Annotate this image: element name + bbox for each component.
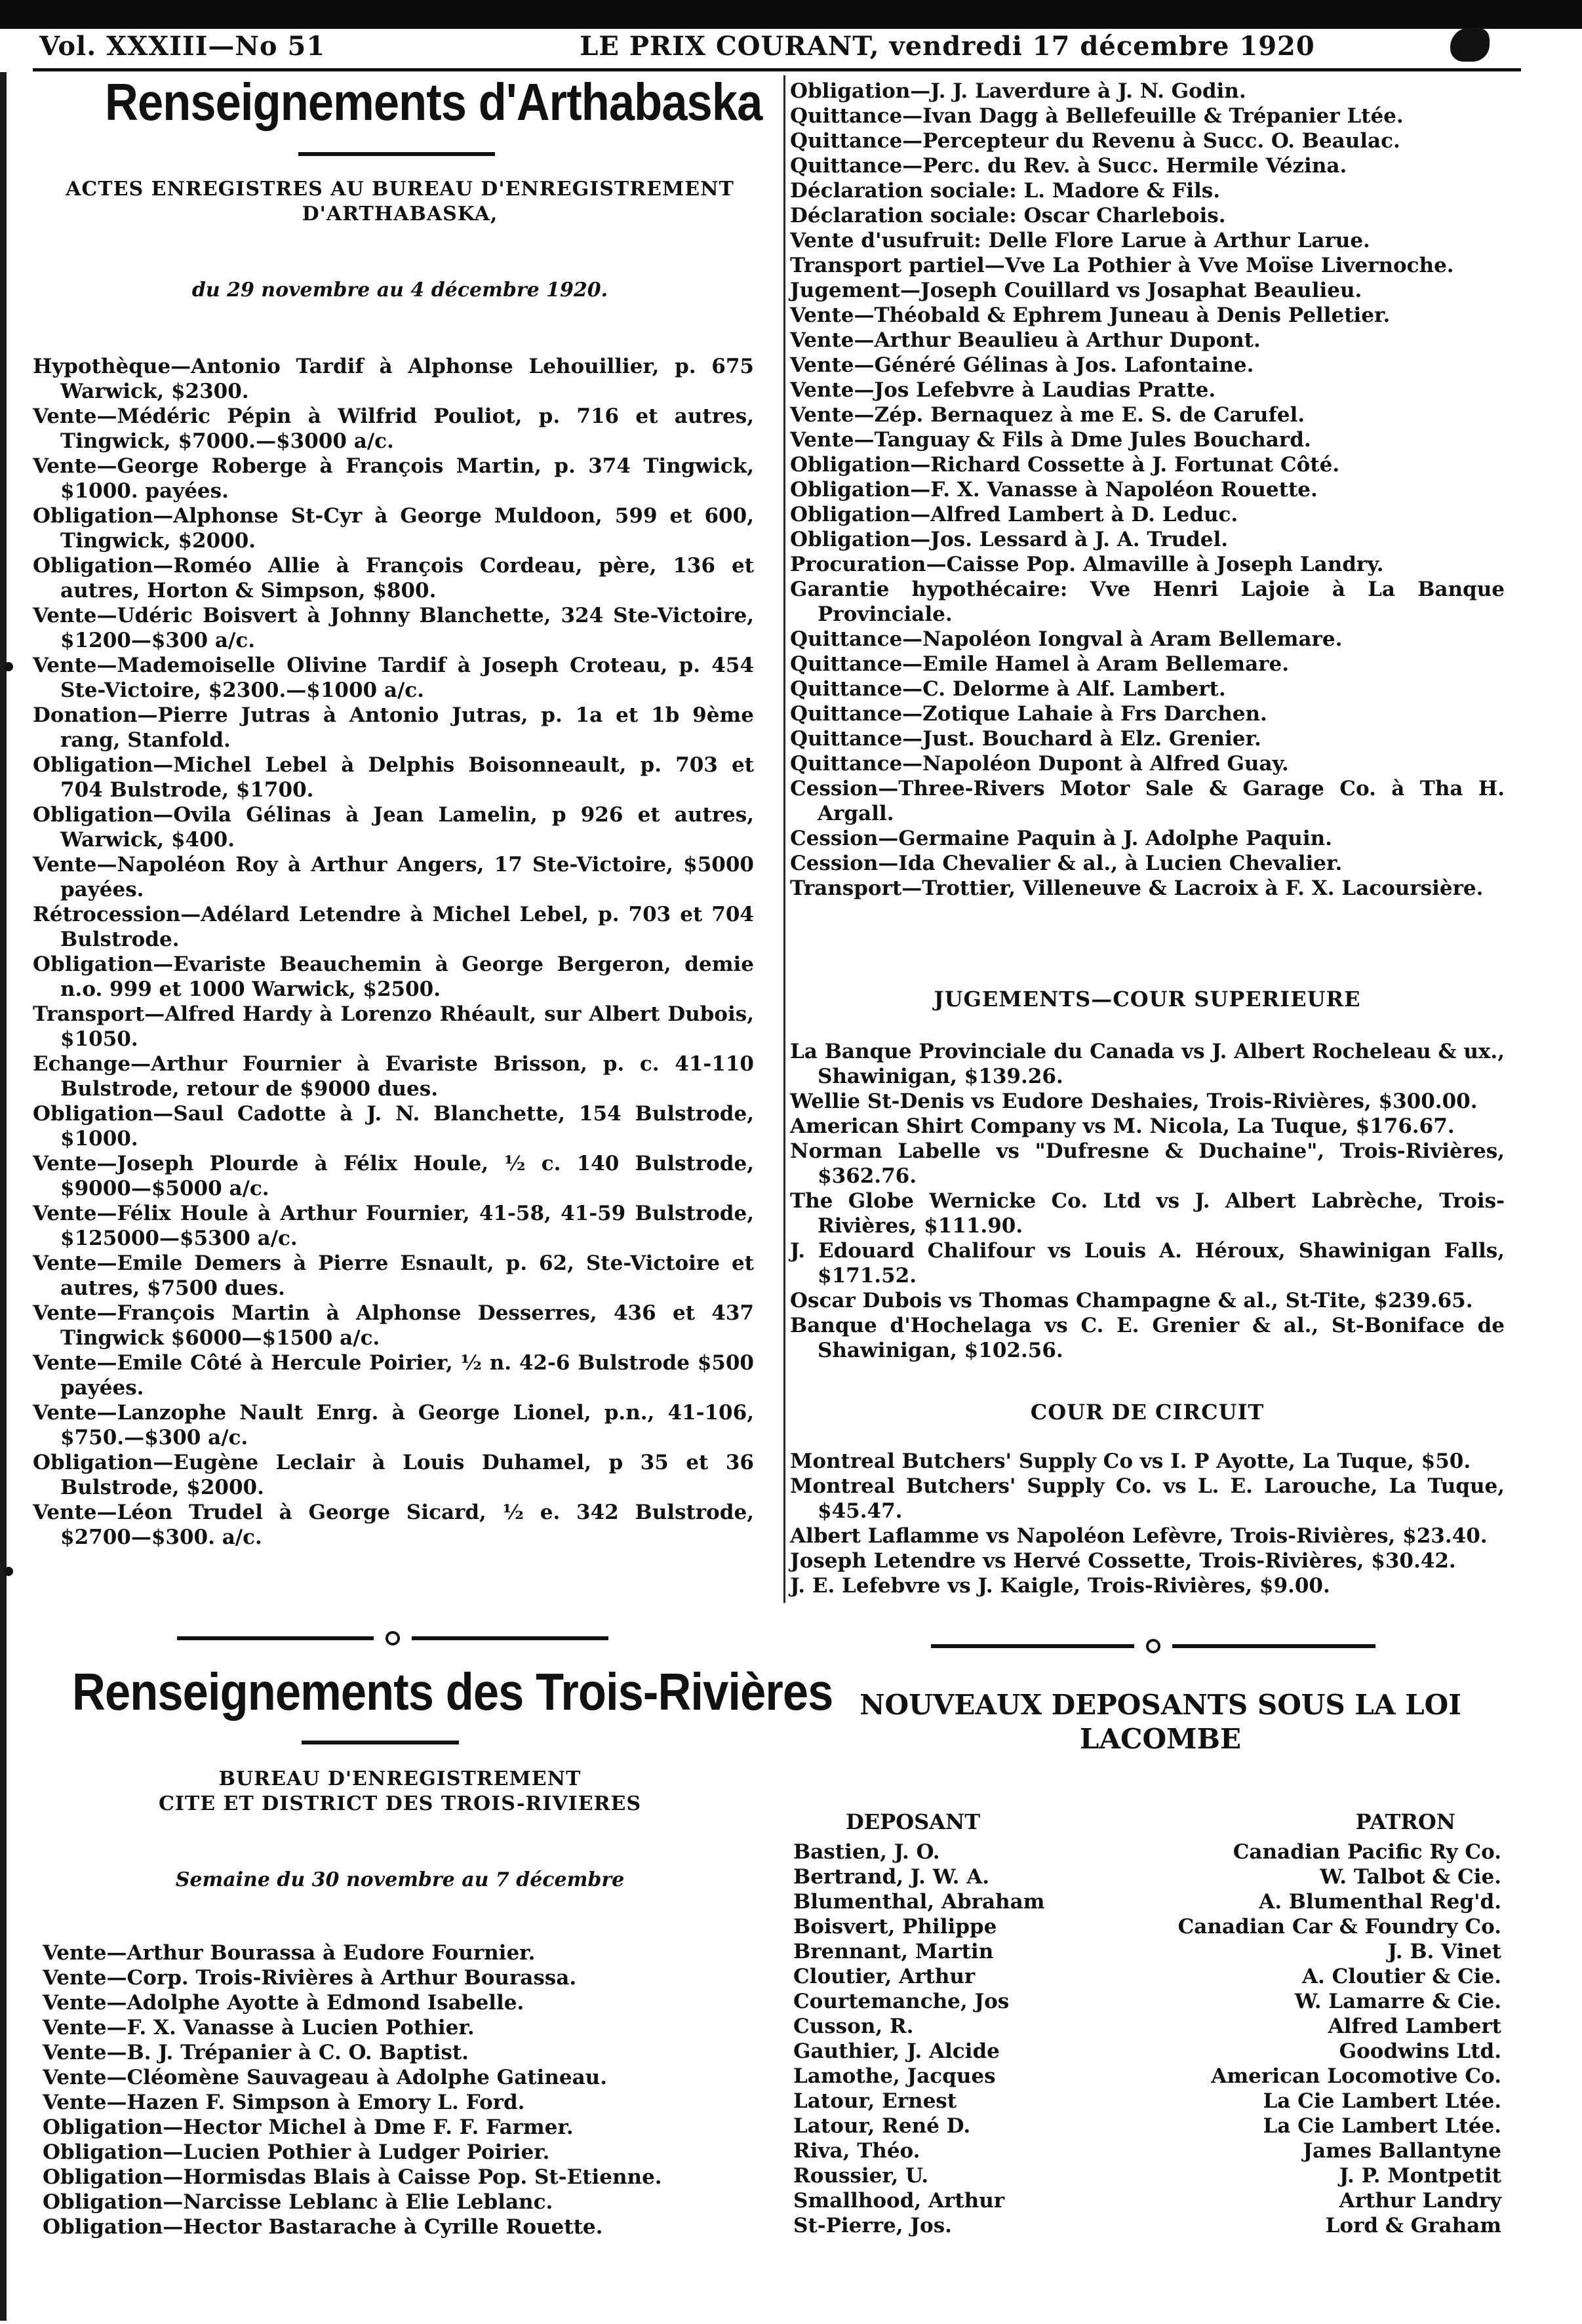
table-row [793, 1914, 1501, 1939]
list-item: Vente—Joseph Plourde à Félix Houle, ½ c. 140 Bulstrode, $9000—$5000 a/c. [33, 1152, 754, 1200]
deposant-cell: Latour, René D. [793, 2114, 971, 2138]
circuit-heading: COUR DE CIRCUIT [1030, 1400, 1265, 1425]
list-item: Cession—Ida Chevalier & al., à Lucien Chevalier. [790, 852, 1343, 875]
list-item: Déclaration sociale: L. Madore & Fils. [790, 179, 1221, 203]
tr-subhead-1: BUREAU D'ENREGISTREMENT [218, 1767, 582, 1790]
list-item: La Banque Provinciale du Canada vs J. Albert Rocheleau & ux., Shawinigan, $139.26. [790, 1040, 1505, 1088]
arthabaska-entries [33, 354, 754, 1550]
tr-subhead-2: CITE ET DISTRICT DES TROIS-RIVIERES [158, 1792, 642, 1815]
list-item: Vente—Arthur Bourassa à Eudore Fournier. [43, 1941, 536, 1965]
deposant-cell: Latour, Ernest [793, 2089, 957, 2113]
table-row [793, 1840, 1501, 1864]
table-row [793, 1964, 1501, 1989]
patron-cell: A. Cloutier & Cie. [1302, 1965, 1501, 1988]
list-item: Quittance—Napoléon Iongval à Aram Bellemare. [790, 627, 1343, 651]
arthabaska-title: Renseignements d'Arthabaska [105, 73, 762, 131]
list-item: Obligation—Richard Cossette à J. Fortunat Côté. [790, 453, 1340, 477]
list-item: Obligation—Hector Bastarache à Cyrille Rouette. [43, 2215, 603, 2239]
patron-cell: La Cie Lambert Ltée. [1263, 2089, 1501, 2113]
list-item: Garantie hypothécaire: Vve Henri Lajoie à La Banque Provinciale. [790, 578, 1505, 626]
list-item: Procuration—Caisse Pop. Almaville à Joseph Landry. [790, 553, 1384, 576]
list-item: Vente—Adolphe Ayotte à Edmond Isabelle. [43, 1991, 524, 2015]
list-item: Vente—F. X. Vanasse à Lucien Pothier. [43, 2016, 475, 2039]
page-header [39, 26, 1514, 66]
list-item: Norman Labelle vs "Dufresne & Duchaine", Trois-Rivières, $362.76. [790, 1139, 1505, 1188]
list-item: Vente—Udéric Boisvert à Johnny Blanchette, 324 Ste-Victoire, $1200—$300 a/c. [33, 604, 754, 652]
table-row [793, 1864, 1501, 1889]
list-item: Obligation—Saul Cadotte à J. N. Blanchette, 154 Bulstrode, $1000. [33, 1102, 754, 1151]
list-item: The Globe Wernicke Co. Ltd vs J. Albert Labrèche, Trois-Rivières, $111.90. [790, 1189, 1505, 1238]
patron-cell: Goodwins Ltd. [1339, 2039, 1501, 2063]
list-item: Obligation—Narcisse Leblanc à Elie Leblanc. [43, 2190, 553, 2214]
list-item: J. E. Lefebvre vs J. Kaigle, Trois-Rivières, $9.00. [790, 1574, 1330, 1598]
trois-rivieres-title: Renseignements des Trois-Rivières [72, 1663, 833, 1721]
list-item: J. Edouard Chalifour vs Louis A. Héroux, Shawinigan Falls, $171.52. [790, 1239, 1505, 1288]
patron-cell: W. Talbot & Cie. [1320, 1865, 1501, 1889]
list-item: Obligation—Evariste Beauchemin à George Bergeron, demie n.o. 999 et 1000 Warwick, $2500. [33, 953, 754, 1001]
column-header-deposant: DEPOSANT [846, 1809, 981, 1834]
deposant-cell: Riva, Théo. [793, 2139, 920, 2163]
list-item: Wellie St-Denis vs Eudore Deshaies, Trois-Rivières, $300.00. [790, 1090, 1478, 1113]
list-item: Vente—Corp. Trois-Rivières à Arthur Bourassa. [43, 1966, 577, 1990]
list-item: Vente—Emile Demers à Pierre Esnault, p. 62, Ste-Victoire et autres, $7500 dues. [33, 1251, 754, 1300]
list-item: Obligation—Eugène Leclair à Louis Duhamel, p 35 et 36 Bulstrode, $2000. [33, 1451, 754, 1499]
list-item: Oscar Dubois vs Thomas Champagne & al., St-Tite, $239.65. [790, 1289, 1473, 1312]
list-item: Vente—Napoléon Roy à Arthur Angers, 17 Ste-Victoire, $5000 payées. [33, 853, 754, 901]
list-item: Cession—Germaine Paquin à J. Adolphe Paquin. [790, 827, 1332, 850]
patron-cell: J. B. Vinet [1387, 1940, 1501, 1963]
list-item: Quittance—C. Delorme à Alf. Lambert. [790, 677, 1226, 701]
list-item: Vente—George Roberge à François Martin, p. 374 Tingwick, $1000. payées. [33, 454, 754, 503]
table-row [793, 1939, 1501, 1964]
list-item: Albert Laflamme vs Napoléon Lefèvre, Trois-Rivières, $23.40. [790, 1524, 1488, 1548]
list-item: Obligation—Roméo Allie à François Cordeau, père, 136 et autres, Horton & Simpson, $800. [33, 554, 754, 602]
patron-cell: Canadian Car & Foundry Co. [1177, 1915, 1501, 1939]
list-item: Vente—B. J. Trépanier à C. O. Baptist. [43, 2041, 469, 2064]
list-item: Vente—Arthur Beaulieu à Arthur Dupont. [790, 328, 1261, 352]
patron-cell: Lord & Graham [1325, 2214, 1501, 2237]
patron-cell: W. Lamarre & Cie. [1294, 1990, 1501, 2013]
patron-cell: J. P. Montpetit [1339, 2164, 1501, 2188]
list-item: Jugement—Joseph Couillard vs Josaphat Beaulieu. [790, 279, 1362, 302]
list-item: Quittance—Percepteur du Revenu à Succ. O. Beaulac. [790, 129, 1400, 153]
deposant-cell: Gauthier, J. Alcide [793, 2039, 1000, 2063]
scan-top-border [0, 0, 1582, 29]
list-item: Obligation—F. X. Vanasse à Napoléon Rouette. [790, 478, 1318, 502]
deposant-cell: Boisvert, Philippe [793, 1915, 997, 1939]
list-item: Obligation—Hormisdas Blais à Caisse Pop. St-Etienne. [43, 2165, 662, 2189]
circuit-list [790, 1449, 1505, 1598]
arthabaska-subhead: ACTES ENREGISTRES AU BUREAU D'ENREGISTREMENT D'ARTHABASKA, [66, 178, 734, 226]
list-item: Quittance—Perc. du Rev. à Succ. Hermile Vézina. [790, 154, 1347, 178]
arthabaska-dates: du 29 novembre au 4 décembre 1920. [191, 279, 608, 302]
list-item: Quittance—Ivan Dagg à Bellefeuille & Trépanier Ltée. [790, 104, 1404, 128]
list-item: Obligation—Lucien Pothier à Ludger Poirier. [43, 2140, 550, 2164]
list-item: Transport partiel—Vve La Pothier à Vve Moïse Livernoche. [790, 254, 1454, 277]
table-row [793, 2014, 1501, 2039]
list-item: Obligation—Michel Lebel à Delphis Boisonneault, p. 703 et 704 Bulstrode, $1700. [33, 753, 754, 802]
list-item: Vente—Zép. Bernaquez à me E. S. de Carufel. [790, 403, 1305, 427]
list-item: Vente—Généré Gélinas à Jos. Lafontaine. [790, 353, 1254, 377]
list-item: Transport—Alfred Hardy à Lorenzo Rhéault, sur Albert Dubois, $1050. [33, 1002, 754, 1051]
deposant-cell: St-Pierre, Jos. [793, 2214, 952, 2237]
list-item: Quittance—Emile Hamel à Aram Bellemare. [790, 652, 1290, 676]
title-rule [302, 1741, 459, 1744]
list-item: Quittance—Just. Bouchard à Elz. Grenier. [790, 727, 1261, 751]
patron-cell: American Locomotive Co. [1211, 2064, 1501, 2088]
table-row [793, 2213, 1501, 2238]
patron-cell: Alfred Lambert [1328, 2015, 1501, 2038]
list-item: Vente—Félix Houle à Arthur Fournier, 41-58, 41-59 Bulstrode, $125000—$5300 a/c. [33, 1202, 754, 1250]
list-item: Vente—Lanzophe Nault Enrg. à George Lionel, p.n., 41-106, $750.—$300 a/c. [33, 1401, 754, 1449]
column-header-patron: PATRON [1355, 1809, 1455, 1834]
registry-entries-continued [790, 79, 1505, 901]
table-row [793, 2138, 1501, 2163]
list-item: Banque d'Hochelaga vs C. E. Grenier & al., St-Boniface de Shawinigan, $102.56. [790, 1314, 1505, 1362]
patron-cell: La Cie Lambert Ltée. [1263, 2114, 1501, 2138]
deposant-cell: Bertrand, J. W. A. [793, 1865, 990, 1889]
list-item: Joseph Letendre vs Hervé Cossette, Trois-Rivières, $30.42. [790, 1549, 1456, 1573]
binding-hole [4, 1567, 13, 1576]
list-item: Quittance—Zotique Lahaie à Frs Darchen. [790, 702, 1267, 726]
volume-number: Vol. XXXIII—No 51 [39, 30, 326, 62]
list-item: Vente—Emile Côté à Hercule Poirier, ½ n. 42-6 Bulstrode $500 payées. [33, 1351, 754, 1400]
table-row [793, 2163, 1501, 2188]
list-item: Vente—Léon Trudel à George Sicard, ½ e. 342 Bulstrode, $2700—$300. a/c. [33, 1501, 754, 1549]
binding-hole [4, 662, 13, 671]
jugements-list [790, 1039, 1505, 1363]
list-item: Vente—Cléomène Sauvageau à Adolphe Gatineau. [43, 2066, 607, 2089]
deposant-cell: Cloutier, Arthur [793, 1965, 976, 1988]
list-item: Echange—Arthur Fournier à Evariste Brisson, p. c. 41-110 Bulstrode, retour de $9000 dues. [33, 1052, 754, 1101]
table-row [793, 2089, 1501, 2114]
deposant-cell: Bastien, J. O. [793, 1840, 940, 1864]
section-ornament [931, 1639, 1375, 1653]
list-item: Vente—Hazen F. Simpson à Emory L. Ford. [43, 2091, 525, 2114]
list-item: Vente—Théobald & Ephrem Juneau à Denis Pelletier. [790, 304, 1391, 327]
list-item: Cession—Three-Rivers Motor Sale & Garage Co. à Tha H. Argall. [790, 777, 1505, 825]
header-rule [33, 68, 1521, 71]
table-row [793, 1989, 1501, 2014]
deposant-cell: Courtemanche, Jos [793, 1990, 1010, 2013]
list-item: Rétrocession—Adélard Letendre à Michel Lebel, p. 703 et 704 Bulstrode. [33, 903, 754, 951]
deposant-cell: Cusson, R. [793, 2015, 914, 2038]
masthead-title: LE PRIX COURANT, vendredi 17 décembre 1920 [580, 30, 1315, 62]
table-row [793, 2188, 1501, 2213]
list-item: Obligation—Jos. Lessard à J. A. Trudel. [790, 528, 1229, 551]
patron-cell: Canadian Pacific Ry Co. [1233, 1840, 1501, 1864]
table-row [793, 1889, 1501, 1914]
deposant-cell: Roussier, U. [793, 2164, 929, 2188]
list-item: Obligation—Ovila Gélinas à Jean Lamelin, p 926 et autres, Warwick, $400. [33, 803, 754, 852]
list-item: Vente d'usufruit: Delle Flore Larue à Arthur Larue. [790, 229, 1370, 252]
jugements-heading: JUGEMENTS—COUR SUPERIEURE [934, 987, 1361, 1012]
deposants-table [793, 1809, 1501, 2238]
list-item: Vente—Tanguay & Fils à Dme Jules Bouchard. [790, 428, 1311, 452]
list-item: Déclaration sociale: Oscar Charlebois. [790, 204, 1226, 227]
list-item: Vente—François Martin à Alphonse Desserres, 436 et 437 Tingwick $6000—$1500 a/c. [33, 1301, 754, 1350]
patron-cell: James Ballantyne [1303, 2139, 1501, 2163]
list-item: Vente—Jos Lefebvre à Laudias Pratte. [790, 378, 1216, 402]
deposant-cell: Blumenthal, Abraham [793, 1890, 1045, 1914]
scan-left-edge [0, 72, 7, 2321]
list-item: Obligation—Hector Michel à Dme F. F. Farmer. [43, 2116, 574, 2139]
table-row [793, 2064, 1501, 2089]
tr-dates: Semaine du 30 novembre au 7 décembre [175, 1868, 625, 1891]
ink-blot [1450, 28, 1490, 62]
patron-cell: A. Blumenthal Reg'd. [1259, 1890, 1501, 1914]
trois-rivieres-entries [43, 1940, 764, 2239]
deposant-cell: Lamothe, Jacques [793, 2064, 996, 2088]
list-item: Hypothèque—Antonio Tardif à Alphonse Lehouillier, p. 675 Warwick, $2300. [33, 355, 754, 403]
list-item: Vente—Médéric Pépin à Wilfrid Pouliot, p. 716 et autres, Tingwick, $7000.—$3000 a/c. [33, 404, 754, 453]
section-ornament [177, 1631, 608, 1645]
list-item: Montreal Butchers' Supply Co. vs L. E. Larouche, La Tuque, $45.47. [790, 1474, 1505, 1523]
list-item: Obligation—J. J. Laverdure à J. N. Godin. [790, 79, 1246, 103]
list-item: Obligation—Alfred Lambert à D. Leduc. [790, 503, 1238, 526]
column-divider [783, 75, 785, 1603]
table-row [793, 2039, 1501, 2064]
table-header [793, 1809, 1501, 1834]
title-rule [298, 152, 495, 156]
deposant-cell: Smallhood, Arthur [793, 2189, 1005, 2213]
list-item: Transport—Trottier, Villeneuve & Lacroix à F. X. Lacoursière. [790, 876, 1484, 900]
list-item: Quittance—Napoléon Dupont à Alfred Guay. [790, 752, 1289, 776]
list-item: American Shirt Company vs M. Nicola, La Tuque, $176.67. [790, 1114, 1455, 1138]
table-row [793, 2114, 1501, 2138]
patron-cell: Arthur Landry [1339, 2189, 1501, 2213]
list-item: Obligation—Alphonse St-Cyr à George Muldoon, 599 et 600, Tingwick, $2000. [33, 504, 754, 553]
list-item: Donation—Pierre Jutras à Antonio Jutras, p. 1a et 1b 9ème rang, Stanfold. [33, 703, 754, 752]
list-item: Vente—Mademoiselle Olivine Tardif à Joseph Croteau, p. 454 Ste-Victoire, $2300.—$1000 a/c. [33, 654, 754, 702]
deposants-title: NOUVEAUX DEPOSANTS SOUS LA LOI LACOMBE [860, 1689, 1461, 1755]
deposant-cell: Brennant, Martin [793, 1940, 994, 1963]
list-item: Montreal Butchers' Supply Co vs I. P Ayotte, La Tuque, $50. [790, 1449, 1471, 1473]
